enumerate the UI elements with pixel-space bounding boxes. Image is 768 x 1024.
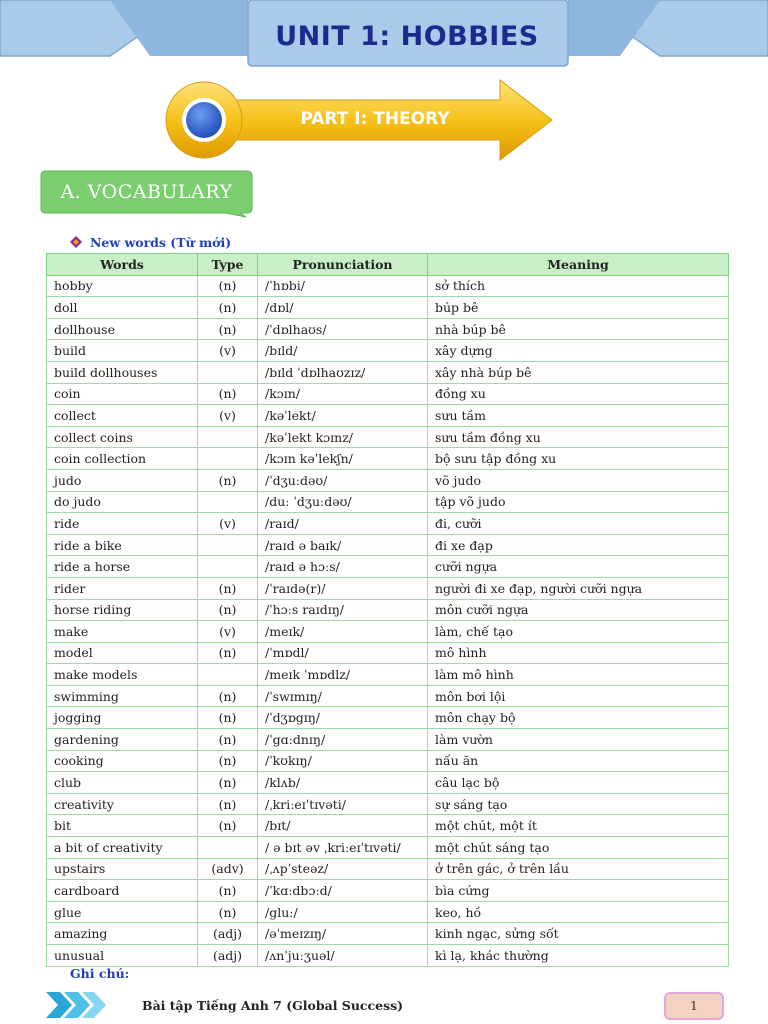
cell-word: coin — [47, 383, 198, 405]
cell-pronunciation: /kɔɪn/ — [258, 383, 428, 405]
cell-type: (n) — [198, 685, 258, 707]
cell-meaning: làm mô hình — [428, 664, 729, 686]
cell-meaning: sự sáng tạo — [428, 793, 729, 815]
table-row — [47, 275, 729, 297]
cell-pronunciation: /ˈswɪmɪŋ/ — [258, 685, 428, 707]
cell-pronunciation: /ˈdʒɒgɪŋ/ — [258, 707, 428, 729]
cell-type: (v) — [198, 405, 258, 427]
cell-pronunciation: /ˈhɔːs raɪdɪŋ/ — [258, 599, 428, 621]
table-header-row — [47, 254, 729, 276]
cell-meaning: môn bơi lội — [428, 685, 729, 707]
table-row — [47, 750, 729, 772]
cell-type: (n) — [198, 318, 258, 340]
cell-type — [198, 534, 258, 556]
cell-meaning: sưu tầm — [428, 405, 729, 427]
cell-meaning: môn cưỡi ngựa — [428, 599, 729, 621]
cell-word: amazing — [47, 923, 198, 945]
cell-word: upstairs — [47, 858, 198, 880]
cell-pronunciation: /ˈraɪdə(r)/ — [258, 577, 428, 599]
table-row — [47, 534, 729, 556]
cell-word: bit — [47, 815, 198, 837]
table-row — [47, 901, 729, 923]
cell-pronunciation: /ˈmɒdl/ — [258, 642, 428, 664]
cell-type — [198, 556, 258, 578]
cell-word: hobby — [47, 275, 198, 297]
cell-pronunciation: /meɪk/ — [258, 621, 428, 643]
table-row — [47, 685, 729, 707]
cell-type: (v) — [198, 621, 258, 643]
cell-pronunciation: /raɪd ə hɔːs/ — [258, 556, 428, 578]
cell-pronunciation: /raɪd ə baɪk/ — [258, 534, 428, 556]
table-row — [47, 815, 729, 837]
cell-type: (n) — [198, 599, 258, 621]
section-title: A. VOCABULARY — [60, 181, 233, 203]
cell-type: (n) — [198, 772, 258, 794]
cell-word: doll — [47, 297, 198, 319]
new-words-heading — [70, 233, 231, 251]
cell-pronunciation: /kɔɪn kəˈlekʃn/ — [258, 448, 428, 470]
cell-meaning: người đi xe đạp, người cưỡi ngựa — [428, 577, 729, 599]
cell-word: cooking — [47, 750, 198, 772]
cell-meaning: xây dựng — [428, 340, 729, 362]
cell-type: (n) — [198, 901, 258, 923]
cell-meaning: làm, chế tạo — [428, 621, 729, 643]
cell-word: make models — [47, 664, 198, 686]
cell-word: unusual — [47, 945, 198, 967]
table-row — [47, 405, 729, 427]
column-header-meaning: Meaning — [428, 254, 729, 276]
cell-word: make — [47, 621, 198, 643]
cell-word: gardening — [47, 729, 198, 751]
table-row — [47, 793, 729, 815]
cell-pronunciation: / ə bɪt əv ˌkriːeɪˈtɪvəti/ — [258, 837, 428, 859]
cell-pronunciation: /bɪld/ — [258, 340, 428, 362]
cell-meaning: đi xe đạp — [428, 534, 729, 556]
table-row — [47, 729, 729, 751]
cell-type: (n) — [198, 297, 258, 319]
cell-meaning: mô hình — [428, 642, 729, 664]
cell-meaning: xây nhà búp bê — [428, 361, 729, 383]
cell-pronunciation: /əˈmeɪzɪŋ/ — [258, 923, 428, 945]
table-row — [47, 383, 729, 405]
new-words-label: New words (Từ mới) — [90, 234, 232, 250]
cell-meaning: câu lạc bộ — [428, 772, 729, 794]
table-row — [47, 599, 729, 621]
cell-pronunciation: /ˈdɒlhaʊs/ — [258, 318, 428, 340]
cell-word: model — [47, 642, 198, 664]
cell-word: collect coins — [47, 426, 198, 448]
cell-meaning: tập võ judo — [428, 491, 729, 513]
cell-word: dollhouse — [47, 318, 198, 340]
cell-type — [198, 361, 258, 383]
cell-type — [198, 491, 258, 513]
cell-pronunciation: /meɪk ˈmɒdlz/ — [258, 664, 428, 686]
cell-type: (n) — [198, 642, 258, 664]
cell-type: (n) — [198, 383, 258, 405]
table-row — [47, 621, 729, 643]
table-row — [47, 340, 729, 362]
cell-type — [198, 837, 258, 859]
part-title: PART I: THEORY — [300, 109, 450, 129]
table-row — [47, 469, 729, 491]
cell-meaning: sở thích — [428, 275, 729, 297]
column-header-pronunciation: Pronunciation — [258, 254, 428, 276]
cell-word: do judo — [47, 491, 198, 513]
cell-word: rider — [47, 577, 198, 599]
cell-type: (v) — [198, 513, 258, 535]
cell-word: horse riding — [47, 599, 198, 621]
cell-meaning: ở trên gác, ở trên lầu — [428, 858, 729, 880]
cell-type: (n) — [198, 469, 258, 491]
cell-pronunciation: /ˌʌpˈsteəz/ — [258, 858, 428, 880]
cell-pronunciation: /ˈkɑːdbɔːd/ — [258, 880, 428, 902]
chevrons-icon — [46, 990, 106, 1020]
cell-word: ride — [47, 513, 198, 535]
cell-type — [198, 426, 258, 448]
book-title: Bài tập Tiếng Anh 7 (Global Success) — [142, 998, 404, 1013]
cell-pronunciation: /klʌb/ — [258, 772, 428, 794]
cell-meaning: kì lạ, khác thường — [428, 945, 729, 967]
cell-type — [198, 664, 258, 686]
cell-word: collect — [47, 405, 198, 427]
cell-meaning: môn chạy bộ — [428, 707, 729, 729]
cell-word: jogging — [47, 707, 198, 729]
table-row — [47, 318, 729, 340]
cell-type: (n) — [198, 815, 258, 837]
cell-meaning: bộ sưu tập đồng xu — [428, 448, 729, 470]
cell-pronunciation: /duː ˈdʒuːdəʊ/ — [258, 491, 428, 513]
cell-word: judo — [47, 469, 198, 491]
cell-word: creativity — [47, 793, 198, 815]
cell-pronunciation: /ʌnˈjuːʒuəl/ — [258, 945, 428, 967]
cell-word: ride a bike — [47, 534, 198, 556]
cell-pronunciation: /ˈkʊkɪŋ/ — [258, 750, 428, 772]
cell-pronunciation: /bɪt/ — [258, 815, 428, 837]
cell-meaning: cưỡi ngựa — [428, 556, 729, 578]
cell-type: (adj) — [198, 923, 258, 945]
cell-type: (n) — [198, 793, 258, 815]
column-header-type: Type — [198, 254, 258, 276]
cell-pronunciation: /ˈgɑːdnɪŋ/ — [258, 729, 428, 751]
cell-word: swimming — [47, 685, 198, 707]
table-row — [47, 707, 729, 729]
cell-word: ride a horse — [47, 556, 198, 578]
table-row — [47, 772, 729, 794]
cell-pronunciation: /dɒl/ — [258, 297, 428, 319]
cell-pronunciation: /ˈhɒbi/ — [258, 275, 428, 297]
cell-word: glue — [47, 901, 198, 923]
table-row — [47, 297, 729, 319]
vocabulary-table — [46, 253, 729, 967]
cell-pronunciation: /raɪd/ — [258, 513, 428, 535]
cell-type: (n) — [198, 707, 258, 729]
cell-meaning: keo, hồ — [428, 901, 729, 923]
cell-type: (v) — [198, 340, 258, 362]
table-row — [47, 837, 729, 859]
unit-title: UNIT 1: HOBBIES — [275, 20, 539, 52]
table-row — [47, 513, 729, 535]
diamond-bullet-icon — [70, 236, 82, 248]
cell-type: (n) — [198, 750, 258, 772]
cell-type: (n) — [198, 729, 258, 751]
cell-type — [198, 448, 258, 470]
cell-meaning: sưu tầm đồng xu — [428, 426, 729, 448]
table-row — [47, 361, 729, 383]
cell-word: coin collection — [47, 448, 198, 470]
cell-meaning: bìa cứng — [428, 880, 729, 902]
table-row — [47, 858, 729, 880]
cell-pronunciation: /kəˈlekt/ — [258, 405, 428, 427]
cell-type: (adv) — [198, 858, 258, 880]
cell-meaning: một chút, một ít — [428, 815, 729, 837]
note-label: Ghi chú: — [70, 966, 130, 981]
cell-meaning: võ judo — [428, 469, 729, 491]
cell-type: (n) — [198, 577, 258, 599]
table-row — [47, 448, 729, 470]
table-body — [47, 275, 729, 966]
cell-word: build dollhouses — [47, 361, 198, 383]
page-number: 1 — [664, 992, 724, 1020]
table-row — [47, 577, 729, 599]
cell-meaning: kinh ngạc, sửng sốt — [428, 923, 729, 945]
cell-word: cardboard — [47, 880, 198, 902]
table-row — [47, 426, 729, 448]
table-row — [47, 923, 729, 945]
table-row — [47, 642, 729, 664]
table-row — [47, 491, 729, 513]
cell-pronunciation: /kəˈlekt kɔɪnz/ — [258, 426, 428, 448]
cell-word: club — [47, 772, 198, 794]
cell-meaning: đi, cưỡi — [428, 513, 729, 535]
cell-pronunciation: /ˌkriːeɪˈtɪvəti/ — [258, 793, 428, 815]
cell-pronunciation: /gluː/ — [258, 901, 428, 923]
cell-meaning: nhà búp bê — [428, 318, 729, 340]
table-row — [47, 945, 729, 967]
table-row — [47, 556, 729, 578]
column-header-words: Words — [47, 254, 198, 276]
cell-word: a bit of creativity — [47, 837, 198, 859]
cell-type: (n) — [198, 275, 258, 297]
cell-meaning: làm vườn — [428, 729, 729, 751]
cell-meaning: đồng xu — [428, 383, 729, 405]
cell-meaning: búp bê — [428, 297, 729, 319]
cell-type: (n) — [198, 880, 258, 902]
cell-type: (adj) — [198, 945, 258, 967]
cell-meaning: nấu ăn — [428, 750, 729, 772]
table-row — [47, 664, 729, 686]
cell-pronunciation: /bɪld ˈdɒlhaʊzɪz/ — [258, 361, 428, 383]
table-row — [47, 880, 729, 902]
cell-pronunciation: /ˈdʒuːdəʊ/ — [258, 469, 428, 491]
cell-meaning: một chút sáng tạo — [428, 837, 729, 859]
cell-word: build — [47, 340, 198, 362]
